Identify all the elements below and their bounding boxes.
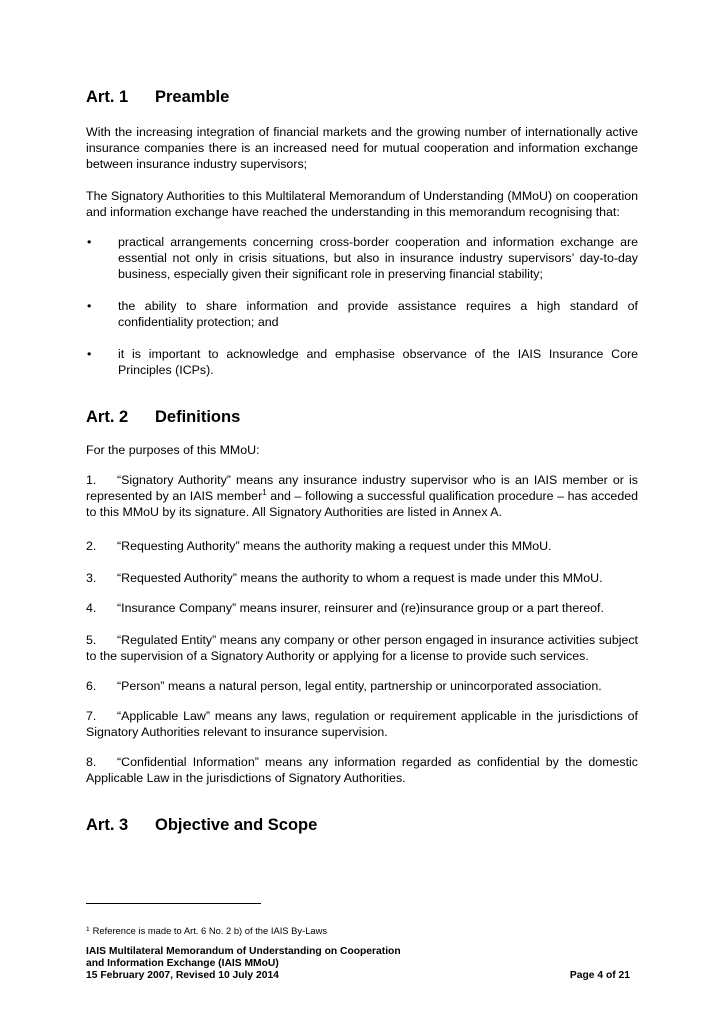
footnote-separator (86, 903, 261, 904)
definition-item (86, 472, 638, 520)
footnote-mark: 1 (86, 926, 90, 933)
definition-number: 2. (86, 539, 97, 553)
article-title: Preamble (155, 87, 230, 106)
article-number: Art. 3 (86, 815, 129, 834)
definition-text: “Regulated Entity” means any company or other person engaged in insurance activities subject to the supervision of a Signatory Authority or applying for a license to provide such services. (86, 633, 638, 663)
article-1-heading (86, 86, 638, 108)
preamble-bullet (86, 298, 638, 330)
bullet-marker: • (87, 235, 92, 249)
footnote-reference[interactable]: 1 (262, 488, 267, 497)
article-title: Objective and Scope (155, 815, 318, 834)
definition-text: “Requesting Authority” means the authority making a request under this MMoU. (117, 539, 552, 553)
preamble-paragraph-1: With the increasing integration of financial markets and the growing number of internationally active insurance companies there is an increased need for mutual cooperation and information exchange between insurance industry supervisors; (86, 125, 638, 171)
bullet-marker: • (87, 299, 92, 313)
definition-text-continued: and – following a successful qualification procedure – has acceded to this MMoU by its signature. All Signatory Authorities are listed in Annex A. (86, 489, 638, 519)
page-number: Page 4 of 21 (569, 970, 630, 981)
preamble-bullet (86, 234, 638, 282)
definition-item (86, 600, 638, 616)
definition-text: “Person” means a natural person, legal entity, partnership or unincorporated association. (117, 679, 602, 693)
definition-text: “Requested Authority” means the authority to whom a request is made under this MMoU. (117, 571, 603, 585)
footer-title-line-1: IAIS Multilateral Memorandum of Understanding on Cooperation (86, 946, 401, 957)
definition-item (86, 632, 638, 664)
footer-title-line-2: and Information Exchange (IAIS MMoU) (86, 958, 279, 969)
article-number: Art. 2 (86, 407, 129, 426)
article-number: Art. 1 (86, 87, 129, 106)
definition-number: 8. (86, 755, 97, 769)
footnote-text: Reference is made to Art. 6 No. 2 b) of the IAIS By-Laws (92, 925, 328, 936)
bullet-text: practical arrangements concerning cross-border cooperation and information exchange are essential not only in crisis situations, but also in insurance industry supervisors’ day-to-day business, especially given their significant role in preserving financial stability; (118, 235, 638, 281)
footnote (86, 925, 327, 936)
definition-item (86, 708, 638, 740)
article-3-heading (86, 814, 638, 836)
definition-text: “Confidential Information” means any information regarded as confidential by the domestic Applicable Law in the jurisdictions of Signatory Authorities. (86, 755, 638, 785)
article-title: Definitions (155, 407, 241, 426)
definition-number: 6. (86, 679, 97, 693)
footer-date: 15 February 2007, Revised 10 July 2014 (86, 970, 279, 981)
definition-item (86, 538, 638, 554)
definition-item (86, 678, 638, 694)
definition-text: “Applicable Law” means any laws, regulation or requirement applicable in the jurisdictions of Signatory Authorities relevant to insurance supervision. (86, 709, 638, 739)
definition-number: 3. (86, 571, 97, 585)
definition-item (86, 570, 638, 586)
definition-number: 7. (86, 709, 97, 723)
article-2-heading (86, 406, 638, 428)
definition-item (86, 754, 638, 786)
page-footer (86, 946, 638, 982)
definition-number: 1. (86, 473, 97, 487)
definition-number: 5. (86, 633, 97, 647)
definition-text: “Signatory Authority” means any insurance industry supervisor who is an IAIS member or is represented by an IAIS member (86, 473, 638, 503)
bullet-marker: • (87, 347, 92, 361)
definition-number: 4. (86, 601, 97, 615)
bullet-text: the ability to share information and provide assistance requires a high standard of confidentiality protection; and (118, 299, 638, 329)
preamble-paragraph-2: The Signatory Authorities to this Multilateral Memorandum of Understanding (MMoU) on cooperation and information exchange have reached the understanding in this memorandum recognising that: (86, 189, 638, 219)
bullet-text: it is important to acknowledge and emphasise observance of the IAIS Insurance Core Principles (ICPs). (118, 347, 638, 377)
definition-text: “Insurance Company” means insurer, reinsurer and (re)insurance group or a part thereof. (117, 601, 604, 615)
preamble-bullet (86, 346, 638, 378)
definitions-intro: For the purposes of this MMoU: (86, 443, 260, 457)
page-body (86, 86, 638, 836)
